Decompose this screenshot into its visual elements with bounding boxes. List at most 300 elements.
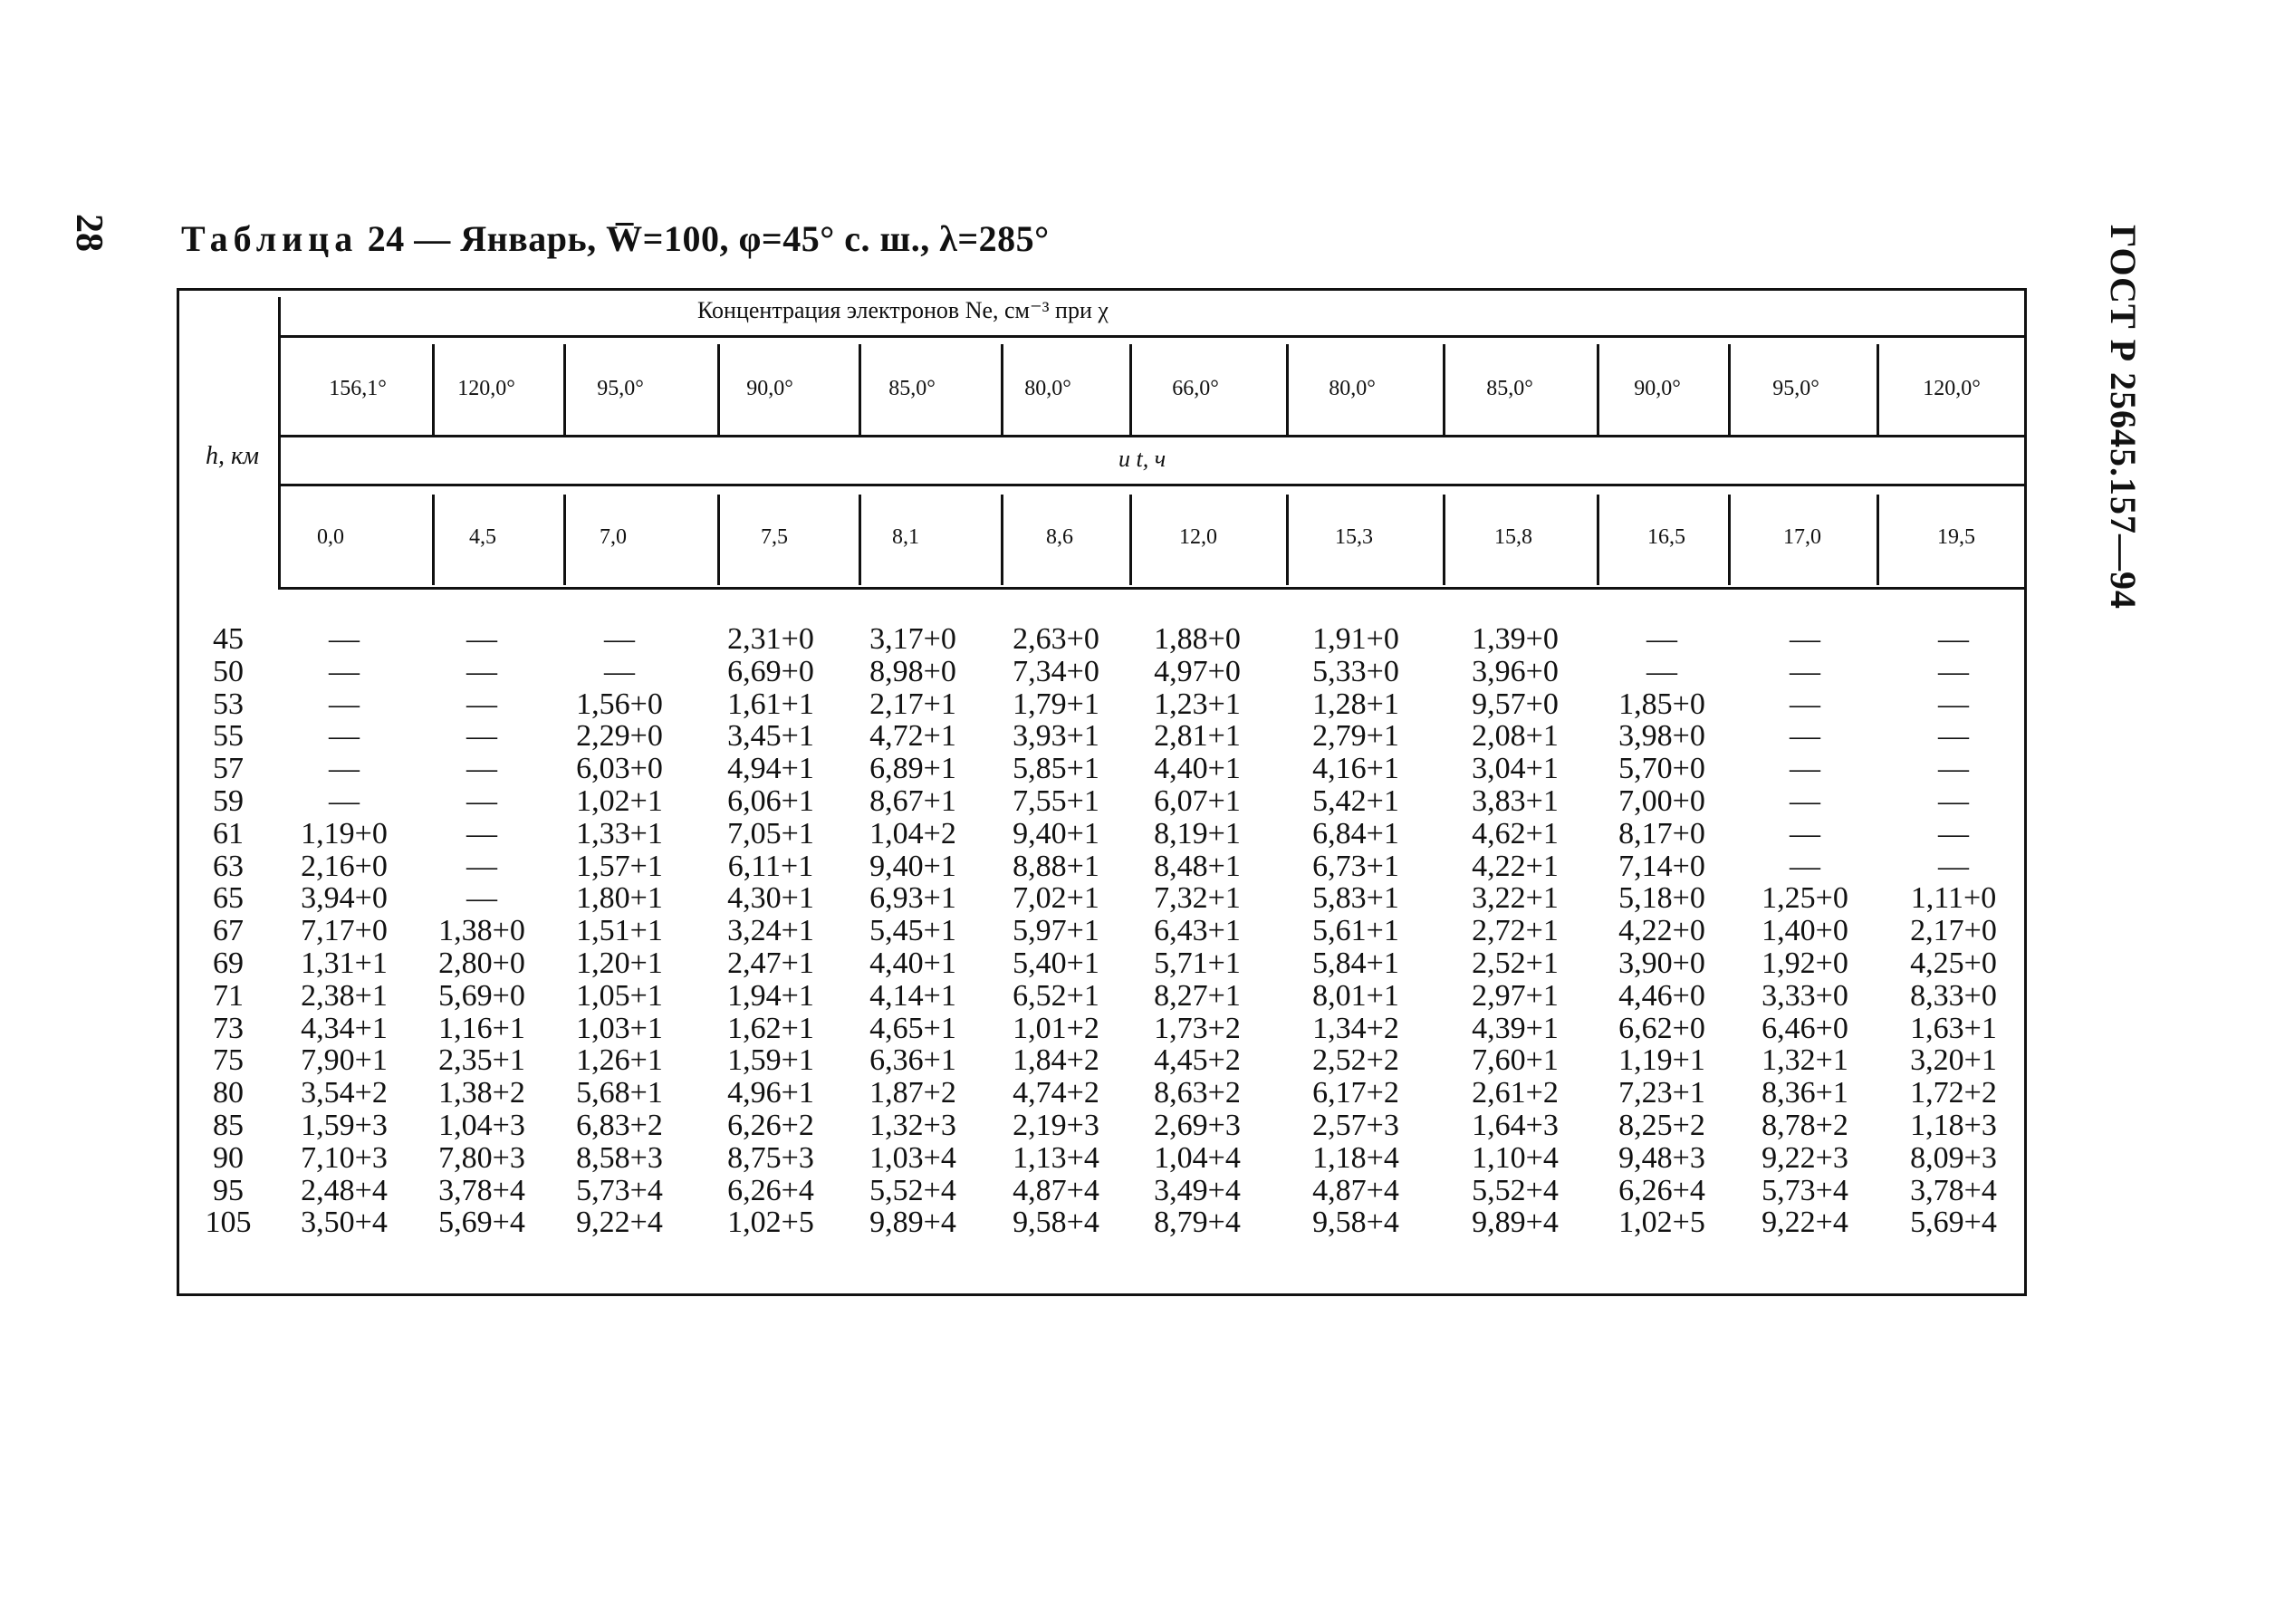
concentration-cell: 1,03+1 xyxy=(576,1011,663,1045)
concentration-cell: 1,25+0 xyxy=(1761,881,1848,916)
t-value: 15,8 xyxy=(1494,525,1532,549)
table-row xyxy=(177,947,2026,980)
concentration-cell: 9,58+4 xyxy=(1312,1206,1399,1240)
concentration-cell: 6,17+2 xyxy=(1312,1076,1399,1110)
concentration-cell: 2,08+1 xyxy=(1472,719,1559,754)
empty-value-cell: — xyxy=(329,752,360,786)
concentration-cell: 7,17+0 xyxy=(301,914,388,948)
chi-divider xyxy=(1443,344,1445,435)
data-table xyxy=(177,288,2026,1296)
concentration-cell: 1,13+4 xyxy=(1013,1140,1099,1175)
concentration-cell: 8,17+0 xyxy=(1618,816,1705,850)
concentration-cell: 1,18+4 xyxy=(1312,1140,1399,1175)
empty-value-cell: — xyxy=(466,816,497,850)
concentration-cell: 2,35+1 xyxy=(438,1043,525,1078)
concentration-cell: 6,03+0 xyxy=(576,752,663,786)
concentration-cell: 1,38+2 xyxy=(438,1076,525,1110)
concentration-cell: 4,25+0 xyxy=(1910,946,1997,980)
header-line-2 xyxy=(278,435,2026,437)
table-row xyxy=(177,1013,2026,1045)
table-body xyxy=(177,623,2026,1239)
concentration-cell: 1,92+0 xyxy=(1761,946,1848,980)
concentration-cell: 1,59+3 xyxy=(301,1108,388,1142)
concentration-cell: 6,07+1 xyxy=(1154,783,1241,818)
header-line-1 xyxy=(278,335,2026,338)
concentration-cell: 1,72+2 xyxy=(1910,1076,1997,1110)
t-divider xyxy=(1443,495,1445,585)
table-row xyxy=(177,785,2026,818)
empty-value-cell: — xyxy=(1790,719,1820,754)
chi-value: 156,1° xyxy=(329,377,387,400)
concentration-cell: 8,01+1 xyxy=(1312,978,1399,1013)
document-designation: ГОСТ Р 25645.157—94 xyxy=(2103,225,2144,610)
concentration-cell: 5,61+1 xyxy=(1312,914,1399,948)
concentration-cell: 8,75+3 xyxy=(727,1140,814,1175)
t-divider xyxy=(1001,495,1003,585)
concentration-cell: 6,62+0 xyxy=(1618,1011,1705,1045)
table-title-rest: 24 — Январь, W̅=100, φ=45° с. ш., λ=285° xyxy=(367,218,1050,259)
concentration-cell: 1,32+3 xyxy=(869,1108,956,1142)
concentration-cell: 9,22+4 xyxy=(1761,1206,1848,1240)
concentration-cell: 1,80+1 xyxy=(576,881,663,916)
empty-value-cell: — xyxy=(466,752,497,786)
concentration-cell: 6,52+1 xyxy=(1013,978,1099,1013)
altitude-cell: 53 xyxy=(213,687,244,721)
concentration-cell: 2,38+1 xyxy=(301,978,388,1013)
concentration-cell: 2,80+0 xyxy=(438,946,525,980)
concentration-cell: 3,90+0 xyxy=(1618,946,1705,980)
concentration-cell: 1,61+1 xyxy=(727,687,814,721)
empty-value-cell: — xyxy=(466,881,497,916)
concentration-cell: 1,19+0 xyxy=(301,816,388,850)
concentration-cell: 7,32+1 xyxy=(1154,881,1241,916)
chi-divider xyxy=(1728,344,1731,435)
concentration-cell: 3,20+1 xyxy=(1910,1043,1997,1078)
empty-value-cell: — xyxy=(466,849,497,883)
concentration-cell: 1,85+0 xyxy=(1618,687,1705,721)
table-row xyxy=(177,688,2026,721)
t-divider xyxy=(859,495,861,585)
concentration-cell: 1,33+1 xyxy=(576,816,663,850)
concentration-cell: 9,57+0 xyxy=(1472,687,1559,721)
concentration-cell: 8,98+0 xyxy=(869,654,956,688)
concentration-cell: 1,19+1 xyxy=(1618,1043,1705,1078)
concentration-cell: 1,87+2 xyxy=(869,1076,956,1110)
table-row xyxy=(177,1206,2026,1239)
concentration-cell: 6,36+1 xyxy=(869,1043,956,1078)
chi-divider xyxy=(1597,344,1599,435)
concentration-cell: 5,33+0 xyxy=(1312,654,1399,688)
concentration-cell: 8,36+1 xyxy=(1761,1076,1848,1110)
concentration-cell: 1,79+1 xyxy=(1013,687,1099,721)
concentration-cell: 5,97+1 xyxy=(1013,914,1099,948)
concentration-cell: 9,22+3 xyxy=(1761,1140,1848,1175)
empty-value-cell: — xyxy=(1790,622,1820,656)
chi-value: 90,0° xyxy=(746,377,793,400)
chi-divider xyxy=(432,344,435,435)
altitude-cell: 65 xyxy=(213,881,244,916)
empty-value-cell: — xyxy=(329,783,360,818)
empty-value-cell: — xyxy=(1790,783,1820,818)
chi-divider xyxy=(563,344,566,435)
concentration-cell: 1,39+0 xyxy=(1472,622,1559,656)
empty-value-cell: — xyxy=(604,654,635,688)
concentration-cell: 6,89+1 xyxy=(869,752,956,786)
concentration-cell: 6,06+1 xyxy=(727,783,814,818)
concentration-cell: 1,02+5 xyxy=(1618,1206,1705,1240)
table-row xyxy=(177,623,2026,656)
concentration-cell: 2,17+1 xyxy=(869,687,956,721)
concentration-cell: 9,89+4 xyxy=(1472,1206,1559,1240)
altitude-cell: 73 xyxy=(213,1011,244,1045)
concentration-cell: 1,84+2 xyxy=(1013,1043,1099,1078)
empty-value-cell: — xyxy=(466,719,497,754)
concentration-cell: 4,40+1 xyxy=(869,946,956,980)
concentration-cell: 3,94+0 xyxy=(301,881,388,916)
concentration-cell: 1,51+1 xyxy=(576,914,663,948)
chi-value: 80,0° xyxy=(1024,377,1071,400)
t-divider xyxy=(1286,495,1289,585)
concentration-cell: 8,88+1 xyxy=(1013,849,1099,883)
concentration-cell: 2,52+2 xyxy=(1312,1043,1399,1078)
t-value: 17,0 xyxy=(1783,525,1821,549)
concentration-cell: 2,29+0 xyxy=(576,719,663,754)
concentration-cell: 1,56+0 xyxy=(576,687,663,721)
t-divider xyxy=(1597,495,1599,585)
concentration-cell: 8,79+4 xyxy=(1154,1206,1241,1240)
concentration-cell: 5,70+0 xyxy=(1618,752,1705,786)
header-line-4 xyxy=(278,587,2026,590)
altitude-cell: 69 xyxy=(213,946,244,980)
concentration-cell: 9,89+4 xyxy=(869,1206,956,1240)
empty-value-cell: — xyxy=(1938,752,1969,786)
t-divider xyxy=(1728,495,1731,585)
concentration-cell: 3,83+1 xyxy=(1472,783,1559,818)
table-row xyxy=(177,818,2026,850)
concentration-cell: 5,84+1 xyxy=(1312,946,1399,980)
concentration-cell: 2,57+3 xyxy=(1312,1108,1399,1142)
concentration-cell: 2,17+0 xyxy=(1910,914,1997,948)
empty-value-cell: — xyxy=(1938,622,1969,656)
empty-value-cell: — xyxy=(1938,783,1969,818)
concentration-cell: 7,60+1 xyxy=(1472,1043,1559,1078)
concentration-cell: 7,10+3 xyxy=(301,1140,388,1175)
concentration-cell: 6,26+4 xyxy=(727,1173,814,1207)
concentration-cell: 1,23+1 xyxy=(1154,687,1241,721)
empty-value-cell: — xyxy=(466,622,497,656)
concentration-cell: 5,85+1 xyxy=(1013,752,1099,786)
chi-value: 85,0° xyxy=(1486,377,1533,400)
altitude-cell: 57 xyxy=(213,752,244,786)
concentration-cell: 6,84+1 xyxy=(1312,816,1399,850)
concentration-cell: 1,20+1 xyxy=(576,946,663,980)
concentration-cell: 5,45+1 xyxy=(869,914,956,948)
t-divider xyxy=(432,495,435,585)
chi-value: 80,0° xyxy=(1329,377,1376,400)
concentration-cell: 8,25+2 xyxy=(1618,1108,1705,1142)
concentration-cell: 6,43+1 xyxy=(1154,914,1241,948)
concentration-cell: 3,04+1 xyxy=(1472,752,1559,786)
concentration-cell: 3,78+4 xyxy=(438,1173,525,1207)
t-value: 15,3 xyxy=(1335,525,1373,549)
table-row xyxy=(177,656,2026,688)
altitude-cell: 67 xyxy=(213,914,244,948)
empty-value-cell: — xyxy=(1790,752,1820,786)
time-subheader: и t, ч xyxy=(1118,446,1166,472)
table-row xyxy=(177,850,2026,883)
concentration-cell: 3,93+1 xyxy=(1013,719,1099,754)
concentration-cell: 3,98+0 xyxy=(1618,719,1705,754)
t-value: 16,5 xyxy=(1647,525,1685,549)
empty-value-cell: — xyxy=(329,622,360,656)
concentration-cell: 8,48+1 xyxy=(1154,849,1241,883)
t-divider xyxy=(563,495,566,585)
empty-value-cell: — xyxy=(1790,849,1820,883)
concentration-cell: 1,73+2 xyxy=(1154,1011,1241,1045)
chi-value: 95,0° xyxy=(597,377,644,400)
concentration-cell: 3,22+1 xyxy=(1472,881,1559,916)
table-row xyxy=(177,720,2026,753)
table-row xyxy=(177,915,2026,947)
chi-value: 95,0° xyxy=(1772,377,1819,400)
concentration-cell: 9,40+1 xyxy=(869,849,956,883)
chi-value: 120,0° xyxy=(1923,377,1981,400)
empty-value-cell: — xyxy=(1790,816,1820,850)
concentration-cell: 6,93+1 xyxy=(869,881,956,916)
concentration-cell: 7,34+0 xyxy=(1013,654,1099,688)
concentration-cell: 4,34+1 xyxy=(301,1011,388,1045)
concentration-cell: 6,69+0 xyxy=(727,654,814,688)
concentration-cell: 5,40+1 xyxy=(1013,946,1099,980)
concentration-cell: 1,59+1 xyxy=(727,1043,814,1078)
concentration-cell: 1,34+2 xyxy=(1312,1011,1399,1045)
concentration-cell: 4,94+1 xyxy=(727,752,814,786)
concentration-cell: 4,39+1 xyxy=(1472,1011,1559,1045)
chi-value: 85,0° xyxy=(888,377,936,400)
concentration-cell: 3,24+1 xyxy=(727,914,814,948)
concentration-cell: 6,46+0 xyxy=(1761,1011,1848,1045)
concentration-cell: 4,40+1 xyxy=(1154,752,1241,786)
altitude-cell: 63 xyxy=(213,849,244,883)
chi-divider xyxy=(1129,344,1132,435)
concentration-cell: 5,69+0 xyxy=(438,978,525,1013)
t-value: 7,5 xyxy=(761,525,788,549)
concentration-cell: 4,62+1 xyxy=(1472,816,1559,850)
concentration-cell: 6,26+4 xyxy=(1618,1173,1705,1207)
concentration-cell: 1,31+1 xyxy=(301,946,388,980)
concentration-cell: 4,46+0 xyxy=(1618,978,1705,1013)
table-row xyxy=(177,1077,2026,1110)
concentration-cell: 5,73+4 xyxy=(1761,1173,1848,1207)
altitude-cell: 55 xyxy=(213,719,244,754)
concentration-cell: 5,69+4 xyxy=(1910,1206,1997,1240)
concentration-cell: 4,72+1 xyxy=(869,719,956,754)
concentration-cell: 1,04+4 xyxy=(1154,1140,1241,1175)
concentration-cell: 1,03+4 xyxy=(869,1140,956,1175)
concentration-cell: 6,73+1 xyxy=(1312,849,1399,883)
table-row xyxy=(177,980,2026,1013)
concentration-cell: 1,38+0 xyxy=(438,914,525,948)
page-number: 28 xyxy=(68,214,110,252)
concentration-cell: 4,96+1 xyxy=(727,1076,814,1110)
table-row xyxy=(177,882,2026,915)
concentration-cell: 2,61+2 xyxy=(1472,1076,1559,1110)
table-top-border xyxy=(177,288,2027,291)
t-divider xyxy=(1877,495,1879,585)
concentration-cell: 8,67+1 xyxy=(869,783,956,818)
chi-divider xyxy=(859,344,861,435)
concentration-cell: 1,57+1 xyxy=(576,849,663,883)
concentration-cell: 5,83+1 xyxy=(1312,881,1399,916)
concentration-cell: 1,04+3 xyxy=(438,1108,525,1142)
concentration-cell: 3,17+0 xyxy=(869,622,956,656)
table-row xyxy=(177,1175,2026,1207)
concentration-cell: 5,71+1 xyxy=(1154,946,1241,980)
empty-value-cell: — xyxy=(1938,816,1969,850)
concentration-cell: 4,74+2 xyxy=(1013,1076,1099,1110)
concentration-cell: 1,11+0 xyxy=(1910,881,1997,916)
concentration-cell: 5,69+4 xyxy=(438,1206,525,1240)
concentration-cell: 4,22+0 xyxy=(1618,914,1705,948)
concentration-cell: 1,88+0 xyxy=(1154,622,1241,656)
chi-divider xyxy=(717,344,720,435)
header-line-3 xyxy=(278,484,2026,486)
concentration-cell: 5,68+1 xyxy=(576,1076,663,1110)
t-value: 0,0 xyxy=(317,525,344,549)
group-header: Концентрация электронов Ne, см⁻³ при χ xyxy=(697,297,1109,323)
t-value: 8,1 xyxy=(892,525,919,549)
concentration-cell: 9,22+4 xyxy=(576,1206,663,1240)
chi-divider xyxy=(1286,344,1289,435)
concentration-cell: 1,94+1 xyxy=(727,978,814,1013)
concentration-cell: 2,81+1 xyxy=(1154,719,1241,754)
concentration-cell: 2,19+3 xyxy=(1013,1108,1099,1142)
chi-divider xyxy=(1001,344,1003,435)
empty-value-cell: — xyxy=(329,654,360,688)
concentration-cell: 1,40+0 xyxy=(1761,914,1848,948)
table-row xyxy=(177,753,2026,785)
concentration-cell: 4,16+1 xyxy=(1312,752,1399,786)
table-title xyxy=(181,217,1050,260)
concentration-cell: 1,63+1 xyxy=(1910,1011,1997,1045)
concentration-cell: 7,00+0 xyxy=(1618,783,1705,818)
concentration-cell: 2,72+1 xyxy=(1472,914,1559,948)
chi-value: 90,0° xyxy=(1634,377,1681,400)
chi-divider xyxy=(1877,344,1879,435)
empty-value-cell: — xyxy=(329,719,360,754)
concentration-cell: 4,30+1 xyxy=(727,881,814,916)
concentration-cell: 7,55+1 xyxy=(1013,783,1099,818)
empty-value-cell: — xyxy=(1938,849,1969,883)
concentration-cell: 6,83+2 xyxy=(576,1108,663,1142)
concentration-cell: 4,87+4 xyxy=(1312,1173,1399,1207)
concentration-cell: 1,16+1 xyxy=(438,1011,525,1045)
t-divider xyxy=(1129,495,1132,585)
altitude-cell: 95 xyxy=(213,1173,244,1207)
concentration-cell: 5,42+1 xyxy=(1312,783,1399,818)
altitude-cell: 80 xyxy=(213,1076,244,1110)
concentration-cell: 1,02+1 xyxy=(576,783,663,818)
empty-value-cell: — xyxy=(1646,622,1677,656)
altitude-cell: 90 xyxy=(213,1140,244,1175)
concentration-cell: 2,52+1 xyxy=(1472,946,1559,980)
concentration-cell: 2,16+0 xyxy=(301,849,388,883)
concentration-cell: 5,52+4 xyxy=(869,1173,956,1207)
concentration-cell: 4,22+1 xyxy=(1472,849,1559,883)
concentration-cell: 2,31+0 xyxy=(727,622,814,656)
concentration-cell: 2,47+1 xyxy=(727,946,814,980)
concentration-cell: 4,45+2 xyxy=(1154,1043,1241,1078)
h-column-header: h, км xyxy=(206,442,259,470)
concentration-cell: 3,78+4 xyxy=(1910,1173,1997,1207)
concentration-cell: 6,26+2 xyxy=(727,1108,814,1142)
concentration-cell: 5,52+4 xyxy=(1472,1173,1559,1207)
empty-value-cell: — xyxy=(466,783,497,818)
concentration-cell: 1,10+4 xyxy=(1472,1140,1559,1175)
concentration-cell: 4,14+1 xyxy=(869,978,956,1013)
concentration-cell: 1,01+2 xyxy=(1013,1011,1099,1045)
altitude-cell: 59 xyxy=(213,783,244,818)
empty-value-cell: — xyxy=(329,687,360,721)
t-value: 12,0 xyxy=(1179,525,1217,549)
concentration-cell: 2,79+1 xyxy=(1312,719,1399,754)
concentration-cell: 5,73+4 xyxy=(576,1173,663,1207)
concentration-cell: 3,54+2 xyxy=(301,1076,388,1110)
empty-value-cell: — xyxy=(1938,687,1969,721)
empty-value-cell: — xyxy=(1938,719,1969,754)
concentration-cell: 2,97+1 xyxy=(1472,978,1559,1013)
concentration-cell: 7,02+1 xyxy=(1013,881,1099,916)
concentration-cell: 1,26+1 xyxy=(576,1043,663,1078)
concentration-cell: 7,23+1 xyxy=(1618,1076,1705,1110)
altitude-cell: 61 xyxy=(213,816,244,850)
concentration-cell: 1,04+2 xyxy=(869,816,956,850)
concentration-cell: 8,78+2 xyxy=(1761,1108,1848,1142)
concentration-cell: 9,48+3 xyxy=(1618,1140,1705,1175)
empty-value-cell: — xyxy=(466,654,497,688)
concentration-cell: 3,45+1 xyxy=(727,719,814,754)
concentration-cell: 1,62+1 xyxy=(727,1011,814,1045)
concentration-cell: 7,14+0 xyxy=(1618,849,1705,883)
concentration-cell: 3,96+0 xyxy=(1472,654,1559,688)
empty-value-cell: — xyxy=(1790,687,1820,721)
chi-value: 120,0° xyxy=(457,377,515,400)
table-row xyxy=(177,1110,2026,1142)
altitude-cell: 105 xyxy=(205,1206,252,1240)
concentration-cell: 2,69+3 xyxy=(1154,1108,1241,1142)
empty-value-cell: — xyxy=(1938,654,1969,688)
altitude-cell: 75 xyxy=(213,1043,244,1078)
t-value: 4,5 xyxy=(469,525,496,549)
concentration-cell: 6,11+1 xyxy=(727,849,814,883)
concentration-cell: 8,27+1 xyxy=(1154,978,1241,1013)
concentration-cell: 1,18+3 xyxy=(1910,1108,1997,1142)
concentration-cell: 1,64+3 xyxy=(1472,1108,1559,1142)
concentration-cell: 7,80+3 xyxy=(438,1140,525,1175)
table-row xyxy=(177,1142,2026,1175)
concentration-cell: 1,28+1 xyxy=(1312,687,1399,721)
concentration-cell: 8,09+3 xyxy=(1910,1140,1997,1175)
empty-value-cell: — xyxy=(604,622,635,656)
concentration-cell: 9,40+1 xyxy=(1013,816,1099,850)
concentration-cell: 1,02+5 xyxy=(727,1206,814,1240)
concentration-cell: 8,58+3 xyxy=(576,1140,663,1175)
concentration-cell: 4,97+0 xyxy=(1154,654,1241,688)
concentration-cell: 4,87+4 xyxy=(1013,1173,1099,1207)
empty-value-cell: — xyxy=(1790,654,1820,688)
concentration-cell: 5,18+0 xyxy=(1618,881,1705,916)
concentration-cell: 2,48+4 xyxy=(301,1173,388,1207)
